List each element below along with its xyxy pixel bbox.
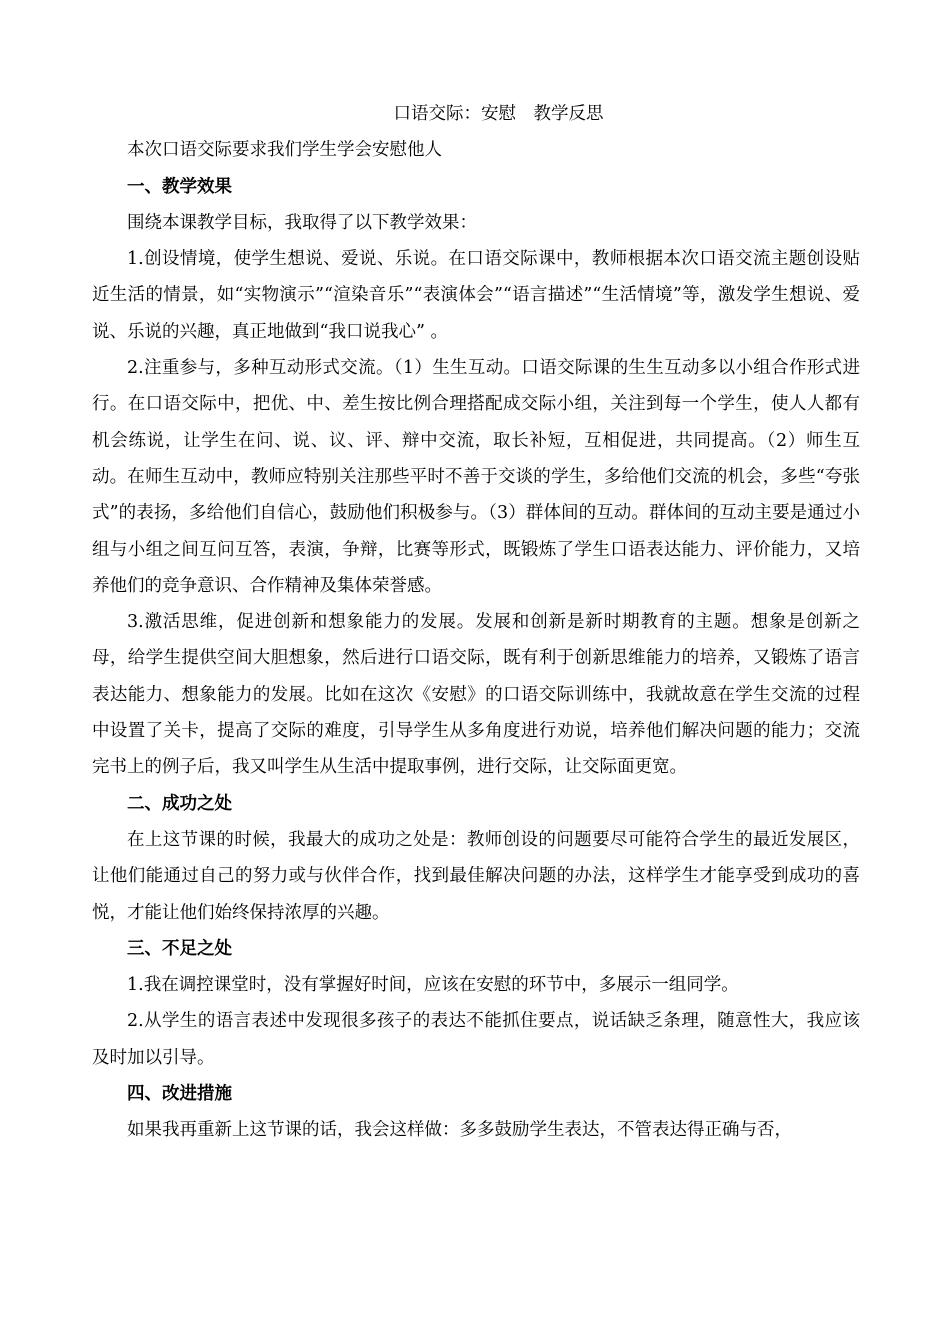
paragraph: 2.注重参与，多种互动形式交流。（1）生生互动。口语交际课的生生互动多以小组合作形式进行。在口语交际中，把优、中、差生按比例合理搭配成交际小组，关注到每一个学生，使人人都有机会练说，让学生在问、说、议、评、辩中交流，取长补短，互相促进，共同提高。（2）师生互动。在师生互动中，教师应特别关注那些平时不善于交谈的学生，多给他们交流的机会，多些“夸张式”的表扬，多给他们自信心，鼓励他们积极参与。（3）群体间的互动。群体间的互动主要是通过小组与小组之间互问互答，表演，争辩，比赛等形式，既锻炼了学生口语表达能力、评价能力，又培养他们的竞争意识、合作精神及集体荣誉感。: [92, 358, 860, 596]
section-heading-3: 三、不足之处: [127, 938, 232, 959]
document-title: 口语交际：安慰 教学反思: [393, 104, 604, 124]
paragraph: 3.激活思维，促进创新和想象能力的发展。发展和创新是新时期教育的主题。想象是创新之母，给学生提供空间大胆想象，然后进行口语交际，既有利于创新思维能力的培养，又锻炼了语言表达能力、想象能力的发展。比如在这次《安慰》的口语交际训练中，我就故意在学生交流的过程中设置了关卡，提高了交际的难度，引导学生从多角度进行劝说，培养他们解决问题的能力；交流完书上的例子后，我又叫学生从生活中提取事例，进行交际，让交际面更宽。: [92, 612, 860, 778]
section-heading-4: 四、改进措施: [127, 1084, 232, 1105]
paragraph: 在上这节课的时候，我最大的成功之处是：教师创设的问题要尽可能符合学生的最近发展区，让他们能通过自己的努力或与伙伴合作，找到最佳解决问题的办法，这样学生才能享受到成功的喜悦，才能让他们始终保持浓厚的兴趣。: [92, 829, 860, 923]
paragraph: 2.从学生的语言表述中发现很多孩子的表达不能抓住要点，说话缺乏条理，随意性大，我应该及时加以引导。: [92, 1011, 860, 1068]
paragraph: 如果我再重新上这节课的话，我会这样做：多多鼓励学生表达，不管表达得正确与否，: [127, 1120, 792, 1141]
paragraph: 1.创设情境，使学生想说、爱说、乐说。在口语交际课中，教师根据本次口语交流主题创设贴近生活的情景，如“实物演示”“渲染音乐”“表演体会”“语言描述”“生活情境”等，激发学生想说、爱说、乐说的兴趣，真正地做到“我口说我心” 。: [92, 249, 860, 342]
paragraph: 1.我在调控课堂时，没有掌握好时间，应该在安慰的环节中，多展示一组同学。: [127, 975, 739, 996]
section-heading-1: 一、教学效果: [127, 176, 232, 197]
paragraph: 围绕本课教学目标，我取得了以下教学效果：: [127, 212, 477, 233]
intro-paragraph: 本次口语交际要求我们学生学会安慰他人: [127, 140, 442, 161]
document-page: [92, 96, 860, 1149]
section-heading-2: 二、成功之处: [127, 793, 232, 814]
